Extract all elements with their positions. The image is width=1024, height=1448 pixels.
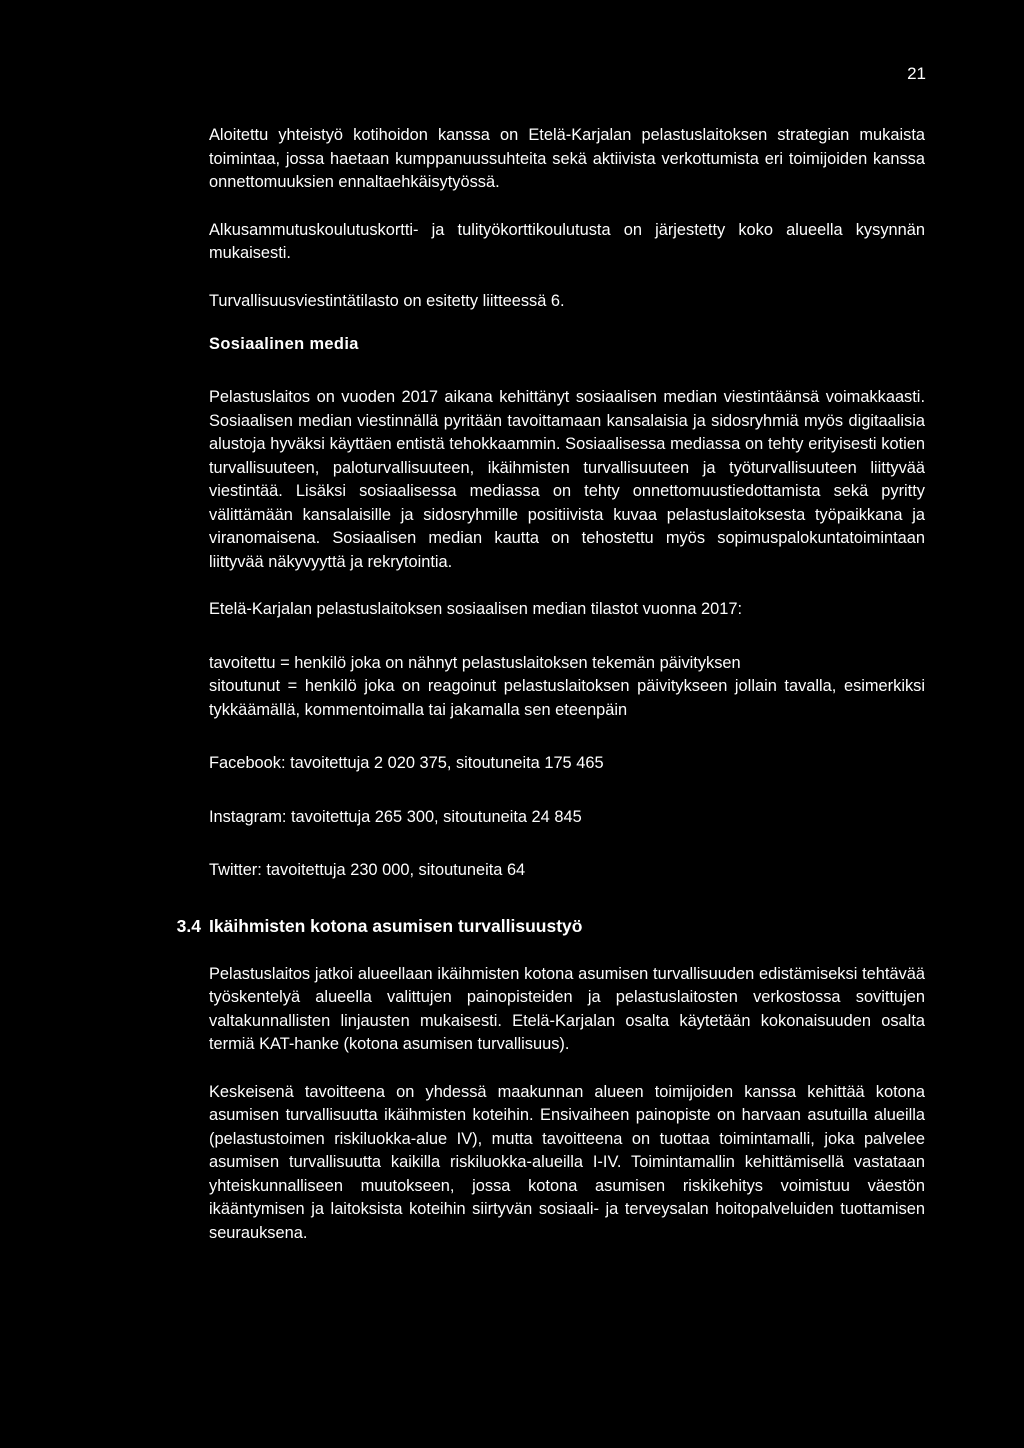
section-number: 3.4: [176, 915, 201, 936]
page-number: 21: [907, 64, 926, 83]
section-heading: [107, 913, 925, 939]
paragraph-stats-intro: Etelä-Karjalan pelastuslaitoksen sosiaalisen median tilastot vuonna 2017:: [209, 600, 743, 618]
paragraph-home-care-cooperation: Aloitettu yhteistyö kotihoidon kanssa on Etelä-Karjalan pelastuslaitoksen strategian mukaista toimintaa, jossa haetaan kumppanuussuhteita sekä aktiivista verkottumista eri toimijoiden kanssa onnettomuuksien ennaltaehkäisytyössä.: [209, 126, 925, 191]
paragraph-social-media: Pelastuslaitos on vuoden 2017 aikana kehittänyt sosiaalisen median viestintäänsä voimakkaasti. Sosiaalisen median viestinnällä pyritään tavoittamaan kansalaisia ja sidosryhmiä myös digitaalisia alustoja hyväksi käyttäen entistä tehokkaammin. Sosiaalisessa mediassa on tehty erityisesti kotien turvallisuuteen, paloturvallisuuteen, ikäihmisten turvallisuuteen ja työturvallisuuteen liittyvää viestintää. Lisäksi sosiaalisessa mediassa on tehty onnettomuustiedottamista sekä pyritty välittämään kansalaisille ja sidosryhmille positiivista kuvaa pelastuslaitoksesta työpaikkana ja viranomaisena. Sosiaalisen median kautta on tehostettu myös sopimuspalokuntatoimintaan liittyvää näkyvyyttä ja rekrytointia.: [209, 388, 925, 571]
stat-facebook: Facebook: tavoitettuja 2 020 375, sitoutuneita 175 465: [209, 754, 604, 772]
definition-reached: tavoitettu = henkilö joka on nähnyt pelastuslaitoksen tekemän päivityksen: [209, 653, 741, 672]
paragraph-section-intro: Pelastuslaitos jatkoi alueellaan ikäihmisten kotona asumisen turvallisuuden edistämiseksi tehtävää työskentelyä alueella valittujen painopisteiden ja pelastuslaitosten verkostossa sovittujen valtakunnallisten linjausten mukaisesti. Etelä-Karjalan osalta käytetään kokonaisuuden osalta termiä KAT-hanke (kotona asumisen turvallisuus).: [209, 964, 925, 1053]
definition-engaged: sitoutunut = henkilö joka on reagoinut pelastuslaitoksen päivitykseen jollain tavalla, esimerkiksi tykkäämällä, kommentoimalla tai jakamalla sen eteenpäin: [209, 677, 925, 719]
paragraph-statistics-reference: Turvallisuusviestintätilasto on esitetty liitteessä 6.: [209, 291, 565, 310]
paragraph-section-goal: Keskeisenä tavoitteena on yhdessä maakunnan alueen toimijoiden kanssa kehittää kotona asumisen turvallisuutta ikäihmisten koteihin. Ensivaiheen painopiste on harvaan asutuilla alueilla (pelastustoimen riskiluokka-alue IV), mutta tavoitteena on tuottaa toimintamalli, joka palvelee asumisen turvallisuutta kaikilla riskiluokka-alueilla I-IV. Toimintamallin kehittämisellä vastataan yhteiskunnalliseen muutokseen, jossa kotona asumisen riskikehitys voimistuu väestön ikääntymisen ja laitoksista koteihin siirtyvän sosiaali- ja terveysalan hoitopalveluiden tuottamisen seurauksena.: [209, 1082, 925, 1242]
stat-twitter: Twitter: tavoitettuja 230 000, sitoutuneita 64: [209, 861, 526, 879]
document-body: [176, 124, 925, 1245]
paragraph-fire-training: Alkusammutuskoulutuskortti- ja tulityökorttikoulutusta on järjestetty koko alueella kysynnän mukaisesti.: [209, 220, 925, 262]
section-title: Ikäihmisten kotona asumisen turvallisuustyö: [209, 915, 583, 936]
social-media-heading: Sosiaalinen media: [209, 335, 359, 353]
stat-instagram: Instagram: tavoitettuja 265 300, sitoutuneita 24 845: [209, 807, 582, 826]
